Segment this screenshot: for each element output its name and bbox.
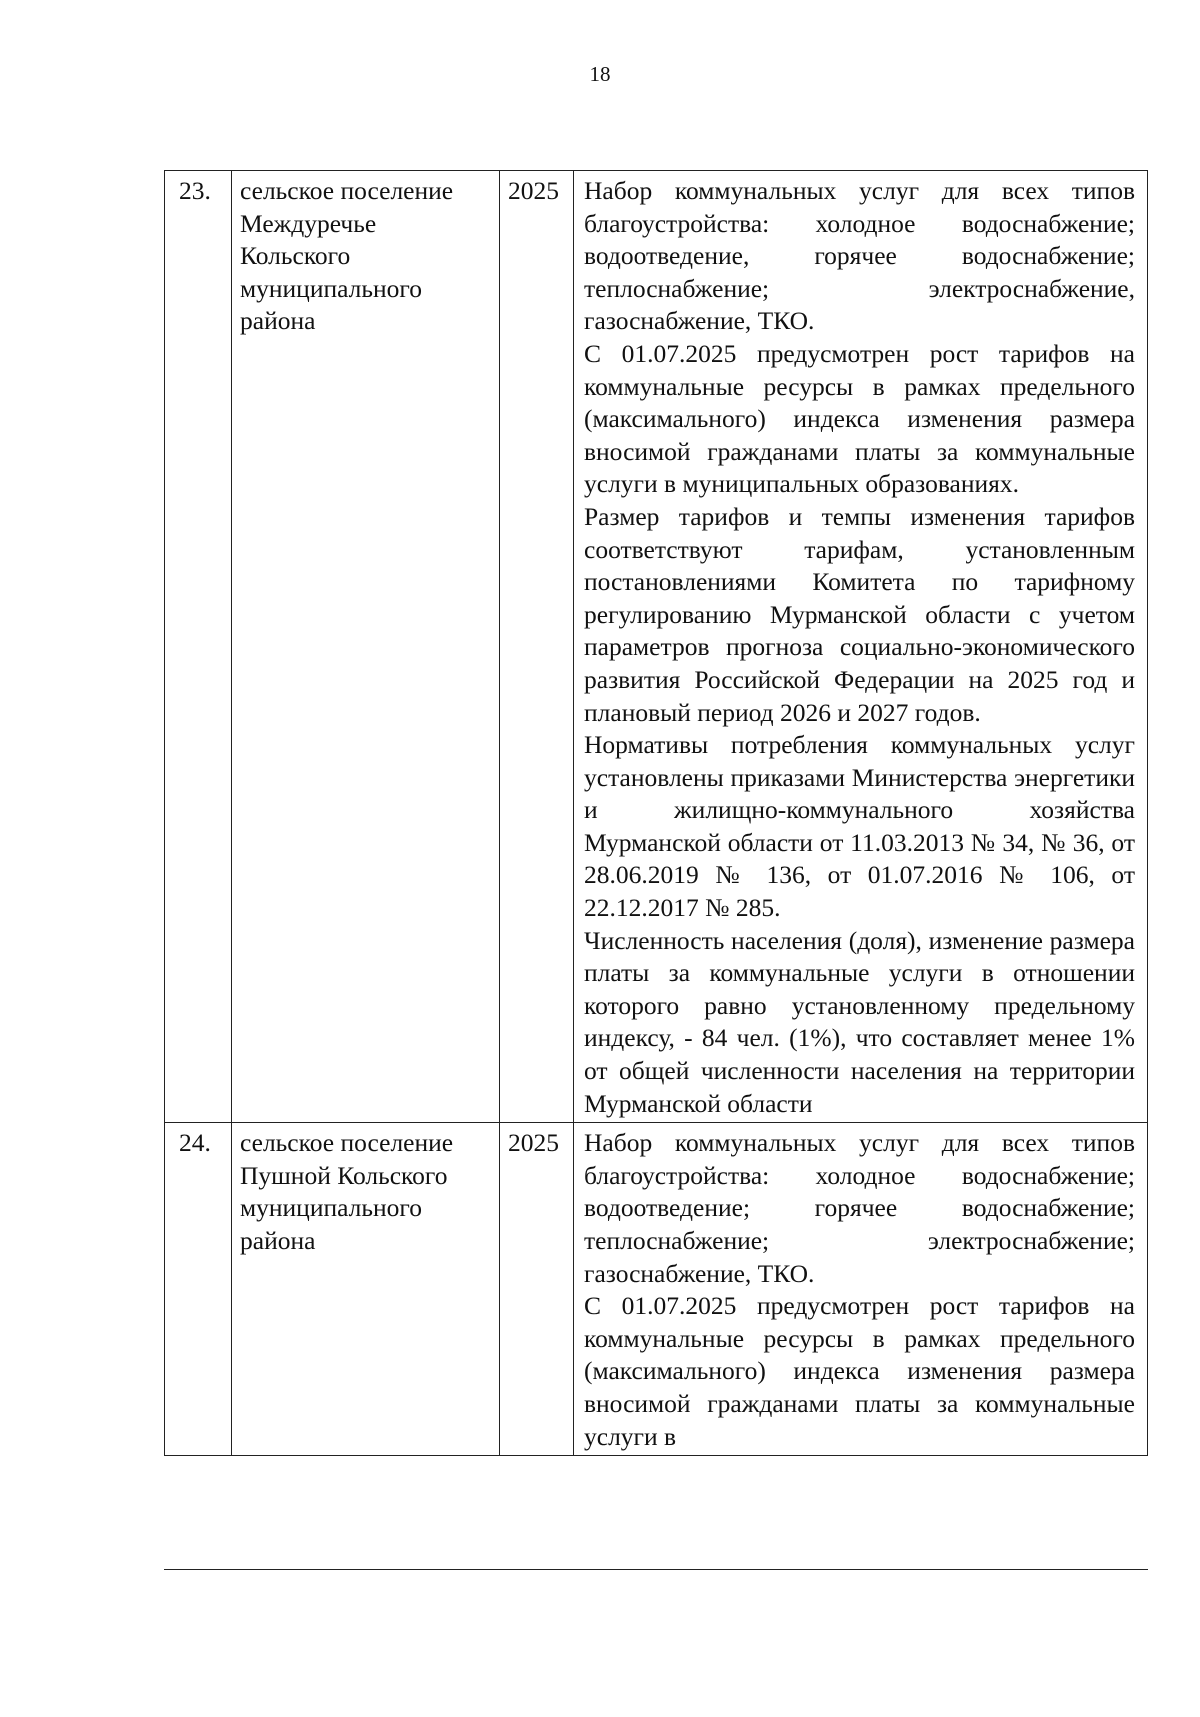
table-row <box>165 171 1148 1123</box>
description-paragraph: Нормативы потребления коммунальных услуг установлены приказами Министерства энергетики и жилищно-коммунального хозяйства Мурманской области от 11.03.2013 № 34, № 36, от 28.06.2019 № 136, от 01.07.2016 № 106, от 22.12.2017 № 285. <box>584 730 1135 923</box>
description-paragraph: Численность населения (доля), изменение размера платы за коммунальные услуги в отношении которого равно установленному предельному индексу, - 84 чел. (1%), что составляет менее 1% от общей численности населения на территории Мурманской области <box>584 925 1135 1118</box>
table-bottom-border <box>164 1569 1148 1570</box>
page-number: 18 <box>589 62 611 86</box>
row-description <box>574 171 1148 1123</box>
municipality-name: сельское поселение Пушной Кольского муниципального района <box>232 1123 500 1456</box>
row-year: 2025 <box>500 171 574 1123</box>
description-paragraph: С 01.07.2025 предусмотрен рост тарифов на коммунальные ресурсы в рамках предельного (максимального) индекса изменения размера вносимой гражданами платы за коммунальные услуги в муниципальных образованиях. <box>584 338 1135 499</box>
tariff-table <box>164 170 1148 1456</box>
description-paragraph: Размер тарифов и темпы изменения тарифов соответствуют тарифам, установленным постановлениями Комитета по тарифному регулированию Мурманской области с учетом параметров прогноза социально-экономического развития Российской Федерации на 2025 год и плановый период 2026 и 2027 годов. <box>584 501 1135 727</box>
row-description <box>574 1123 1148 1456</box>
row-number: 23. <box>165 171 232 1123</box>
description-paragraph: С 01.07.2025 предусмотрен рост тарифов на коммунальные ресурсы в рамках предельного (максимального) индекса изменения размера вносимой гражданами платы за коммунальные услуги в <box>584 1291 1135 1451</box>
description-paragraph: Набор коммунальных услуг для всех типов благоустройства: холодное водоснабжение; водоотведение, горячее водоснабжение; теплоснабжение; электроснабжение, газоснабжение, ТКО. <box>584 176 1135 336</box>
municipality-name: сельское поселение Междуречье Кольского муниципального района <box>232 171 500 1123</box>
table-row <box>165 1123 1148 1456</box>
row-year: 2025 <box>500 1123 574 1456</box>
description-paragraph: Набор коммунальных услуг для всех типов благоустройства: холодное водоснабжение; водоотведение; горячее водоснабжение; теплоснабжение; электроснабжение; газоснабжение, ТКО. <box>584 1128 1135 1288</box>
row-number: 24. <box>165 1123 232 1456</box>
